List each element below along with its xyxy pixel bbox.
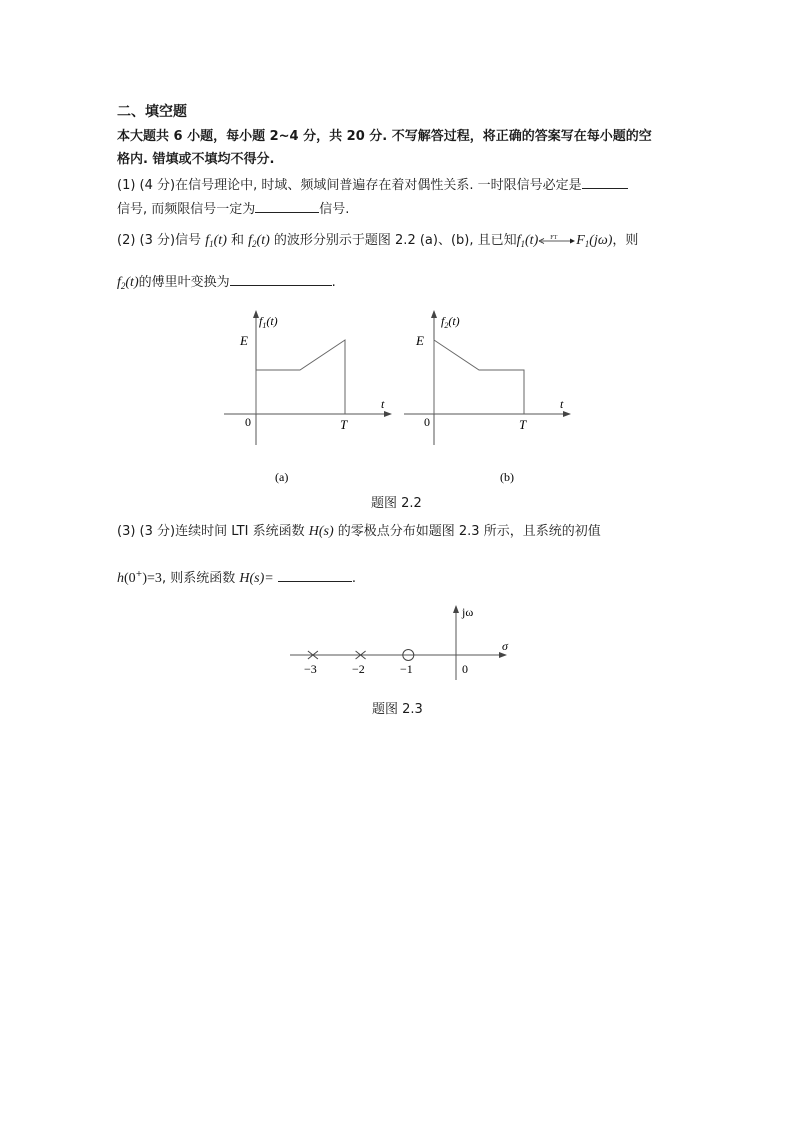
T-label-a: T bbox=[340, 417, 348, 432]
t-arg: (t) bbox=[525, 233, 539, 248]
instructions-line2: 格内. 错填或不填均不得分. bbox=[117, 152, 275, 167]
tick-label: 0 bbox=[462, 662, 468, 676]
subfigure-a-label: (a) bbox=[275, 470, 289, 484]
q1-text1: (1) (4 分)在信号理论中, 时域、频域间普遍存在着对偶性关系. 一时限信号必定是 bbox=[117, 178, 582, 193]
tick-label: −1 bbox=[400, 662, 413, 676]
origin-label-a: 0 bbox=[245, 415, 251, 429]
jw-arg: (jω) bbox=[589, 233, 613, 248]
E-label-a: E bbox=[240, 333, 248, 348]
q2-f1 bbox=[205, 233, 227, 248]
waveform-f1 bbox=[256, 340, 345, 414]
q3-text1: (3) (3 分)连续时间 LTI 系统函数 bbox=[117, 524, 305, 539]
q3-text2: , 则系统函数 bbox=[161, 571, 236, 586]
q2-f2-line2 bbox=[117, 275, 139, 290]
q2-blank[interactable] bbox=[230, 273, 332, 286]
f-symbol: f bbox=[117, 275, 121, 290]
q3-line2 bbox=[117, 565, 356, 588]
sigma-label: σ bbox=[502, 639, 508, 653]
subscript-2: 2 bbox=[252, 239, 257, 249]
instructions-line1: 本大题共 6 小题，每小题 2~4 分，共 20 分. 不写解答过程，将正确的答案写在每小题的空 bbox=[117, 129, 652, 144]
f-symbol: f bbox=[205, 233, 210, 248]
t-arg: (t) bbox=[213, 233, 227, 248]
q3-h0-end: )=3 bbox=[142, 571, 162, 586]
period: . bbox=[331, 275, 336, 290]
q3-h0: (0 bbox=[124, 571, 136, 586]
ylabel-a: $f_1(t)$ bbox=[259, 314, 278, 330]
subfigure-b-label: (b) bbox=[500, 470, 514, 484]
tick-label: −3 bbox=[304, 662, 317, 676]
t-arg: (t) bbox=[256, 233, 270, 248]
q1-text2a: 信号, 而频限信号一定为 bbox=[117, 202, 256, 217]
q3-h: h bbox=[117, 571, 124, 586]
tick-label: −2 bbox=[352, 662, 365, 676]
q2-f2 bbox=[248, 233, 270, 248]
q3-plus: + bbox=[135, 569, 143, 578]
ft-label: FT bbox=[550, 234, 558, 241]
q2-line2 bbox=[117, 273, 336, 295]
figure-2-3 bbox=[280, 600, 520, 690]
t-arg: (t) bbox=[125, 275, 139, 290]
T-label-b: T bbox=[519, 417, 527, 432]
q1-line1 bbox=[117, 176, 628, 195]
q3-text1b: 的零极点分布如题图 2.3 所示，且系统的初值 bbox=[337, 524, 601, 539]
subscript-1: 1 bbox=[209, 239, 214, 249]
q2-F1 bbox=[576, 233, 612, 248]
subscript-2: 2 bbox=[120, 281, 126, 291]
f-symbol: f bbox=[248, 233, 253, 248]
q2-line1 bbox=[117, 232, 638, 253]
q1-blank2[interactable] bbox=[255, 200, 319, 213]
period: . bbox=[351, 571, 356, 586]
q3-Hs-eq: H(s)= bbox=[239, 571, 274, 586]
q2-line2-text: 的傅里叶变换为 bbox=[138, 275, 230, 290]
subscript-1: 1 bbox=[520, 239, 526, 249]
q2-prefix: (2) (3 分)信号 bbox=[117, 233, 202, 248]
q3-blank[interactable] bbox=[278, 569, 352, 582]
subscript-1: 1 bbox=[584, 239, 590, 249]
origin-label-b: 0 bbox=[424, 415, 430, 429]
q1-text2b: 信号. bbox=[319, 202, 350, 217]
q2-f1-known bbox=[517, 233, 539, 248]
q2-mid: 的波形分别示于题图 2.2 (a)、(b), 且已知 bbox=[273, 233, 517, 248]
subfigure-b bbox=[404, 311, 570, 484]
q2-and: 和 bbox=[231, 233, 245, 248]
q2-suffix: ，则 bbox=[612, 233, 639, 248]
q3-line1 bbox=[117, 523, 601, 541]
figure-2-3-caption: 题图 2.3 bbox=[372, 702, 423, 717]
q3-Hs: H(s) bbox=[308, 524, 334, 539]
F-symbol: F bbox=[576, 233, 585, 248]
t-label-a: t bbox=[381, 397, 385, 411]
q1-blank1[interactable] bbox=[582, 176, 628, 189]
figure-2-2-caption: 题图 2.2 bbox=[371, 496, 422, 511]
ylabel-b: $f_2(t)$ bbox=[441, 314, 460, 330]
waveform-f2 bbox=[434, 340, 524, 414]
jw-label: jω bbox=[462, 605, 474, 619]
figure-2-2 bbox=[215, 305, 585, 490]
E-label-b: E bbox=[416, 333, 424, 348]
section-title: 二、填空题 bbox=[117, 104, 187, 120]
subfigure-a bbox=[224, 311, 391, 484]
ft-double-arrow-icon bbox=[538, 235, 576, 247]
q1-line2 bbox=[117, 200, 349, 219]
t-label-b: t bbox=[560, 397, 564, 411]
f-symbol: f bbox=[516, 233, 521, 248]
